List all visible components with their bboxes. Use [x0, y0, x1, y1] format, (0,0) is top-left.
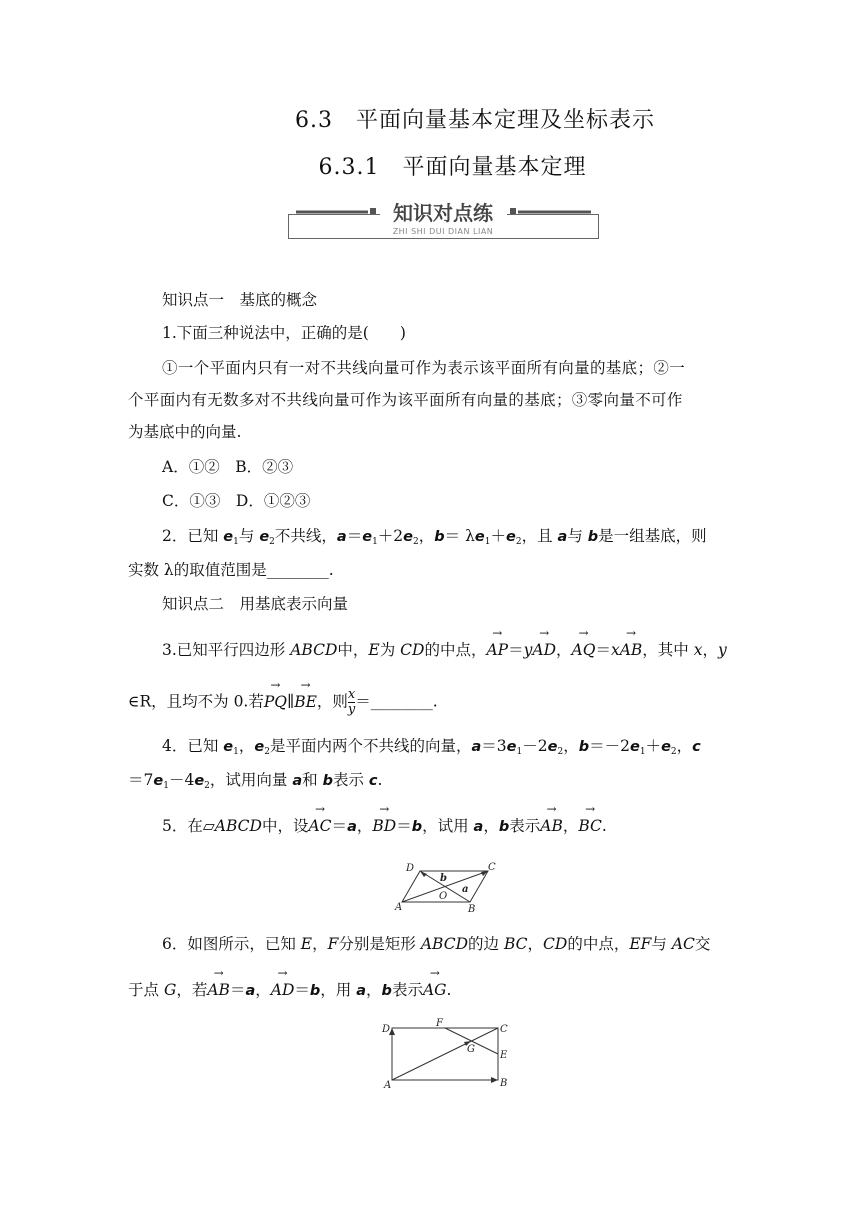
option-c: C．①③: [162, 492, 221, 510]
knowledge-point-2: 知识点二 用基底表示向量: [162, 595, 349, 613]
knowledge-practice-badge: [288, 198, 599, 240]
fraction-x-over-y: $\frac{x}{y}$: [347, 687, 356, 717]
vector-ad: → AD: [271, 980, 295, 1000]
label-o: O: [439, 891, 448, 902]
vector-bd: → BD: [372, 816, 396, 836]
vector-pq: → PQ: [264, 692, 287, 712]
q6-line2: 于点 G，若→ AB＝a，→ AD＝b，用 a，b表示→ AG.: [128, 980, 860, 1001]
option-a: A．①②: [162, 458, 220, 476]
label-vector-a: a: [462, 884, 469, 895]
badge-title: 知识对点练: [393, 201, 493, 225]
q1-body: ①一个平面内只有一对不共线向量可作为表示该平面所有向量的基底；②一: [162, 359, 686, 377]
q6-line1: 6．如图所示，已知 E，F分别是矩形 ABCD的边 BC，CD的中点，EF与 AC交: [162, 935, 711, 953]
q1-body: 个平面内有无数多对不共线向量可作为该平面所有向量的基底；③零向量不可作: [128, 391, 683, 409]
q1-body: 为基底中的向量.: [128, 423, 242, 441]
q2-line1: 2．已知 $e_1$与 $e_2$不共线，$a=e_1+2e_2$，$b= \lambda e_1+e_2$，且 a与 b是一组基底，则: [162, 527, 707, 547]
vector-aq: → AQ: [572, 640, 596, 660]
label-d: D: [382, 1024, 391, 1035]
badge-pinyin: ZHI SHI DUI DIAN LIAN: [392, 227, 494, 236]
label-c: C: [488, 862, 496, 873]
q3-line2: ∈R，且均不为 0.若→ PQ∥→ BE，则 $\frac{x}{y}$ ＝________.: [128, 688, 860, 717]
parallelogram-figure: [390, 858, 500, 914]
subsection-title: 6.3.1 平面向量基本定理: [318, 155, 587, 180]
label-d: D: [406, 863, 415, 874]
label-b: B: [500, 1078, 508, 1089]
q1-stem: 1.下面三种说法中，正确的是( ): [162, 324, 406, 342]
q4-line2: $=7e_1-4e_2$，试用向量 a和 b表示 c.: [128, 771, 383, 791]
label-a: A: [384, 1080, 392, 1091]
q2-line2: 实数 λ的取值范围是________.: [128, 561, 334, 579]
label-f: F: [436, 1018, 443, 1029]
vector-ac: → AC: [308, 816, 331, 836]
vector-ab: → AB: [540, 816, 563, 836]
vector-ap: → AP: [486, 640, 508, 660]
label-c: C: [500, 1024, 508, 1035]
vector-be: → BE: [294, 692, 317, 712]
label-vector-b: b: [440, 873, 447, 884]
option-b: B．②③: [235, 458, 294, 476]
vector-ab: → AB: [620, 640, 643, 660]
q1-options-cd: [162, 491, 860, 511]
label-b: B: [468, 904, 476, 914]
vector-ad: → AD: [532, 640, 556, 660]
label-g: G: [467, 1044, 475, 1055]
label-e: E: [500, 1050, 508, 1061]
vector-ab: → AB: [207, 980, 230, 1000]
knowledge-point-1: 知识点一 基底的概念: [162, 291, 318, 309]
q1-options-ab: [162, 457, 860, 477]
rectangle-figure: [378, 1018, 514, 1092]
option-d: D．①②③: [235, 492, 311, 510]
q3-line1: 3.已知平行四边形 ABCD中，E为 CD的中点，→ AP＝y→ AD，→ AQ＝x→ AB，其中 x，y: [162, 640, 860, 660]
q5-line1: 5．在▱ABCD中，设→ AC＝a，→ BD＝b，试用 a，b表示→ AB，→ BC.: [162, 816, 860, 837]
section-title: 6.3 平面向量基本定理及坐标表示: [295, 108, 655, 133]
vector-ag: → AG: [423, 980, 447, 1000]
q4-line1: 4．已知 $e_1$，$e_2$是平面内两个不共线的向量，$a=3e_1-2e_2$，$b=-2e_1+e_2$，c: [162, 737, 701, 757]
vector-bc: → BC: [578, 816, 602, 836]
label-a: A: [395, 902, 403, 913]
